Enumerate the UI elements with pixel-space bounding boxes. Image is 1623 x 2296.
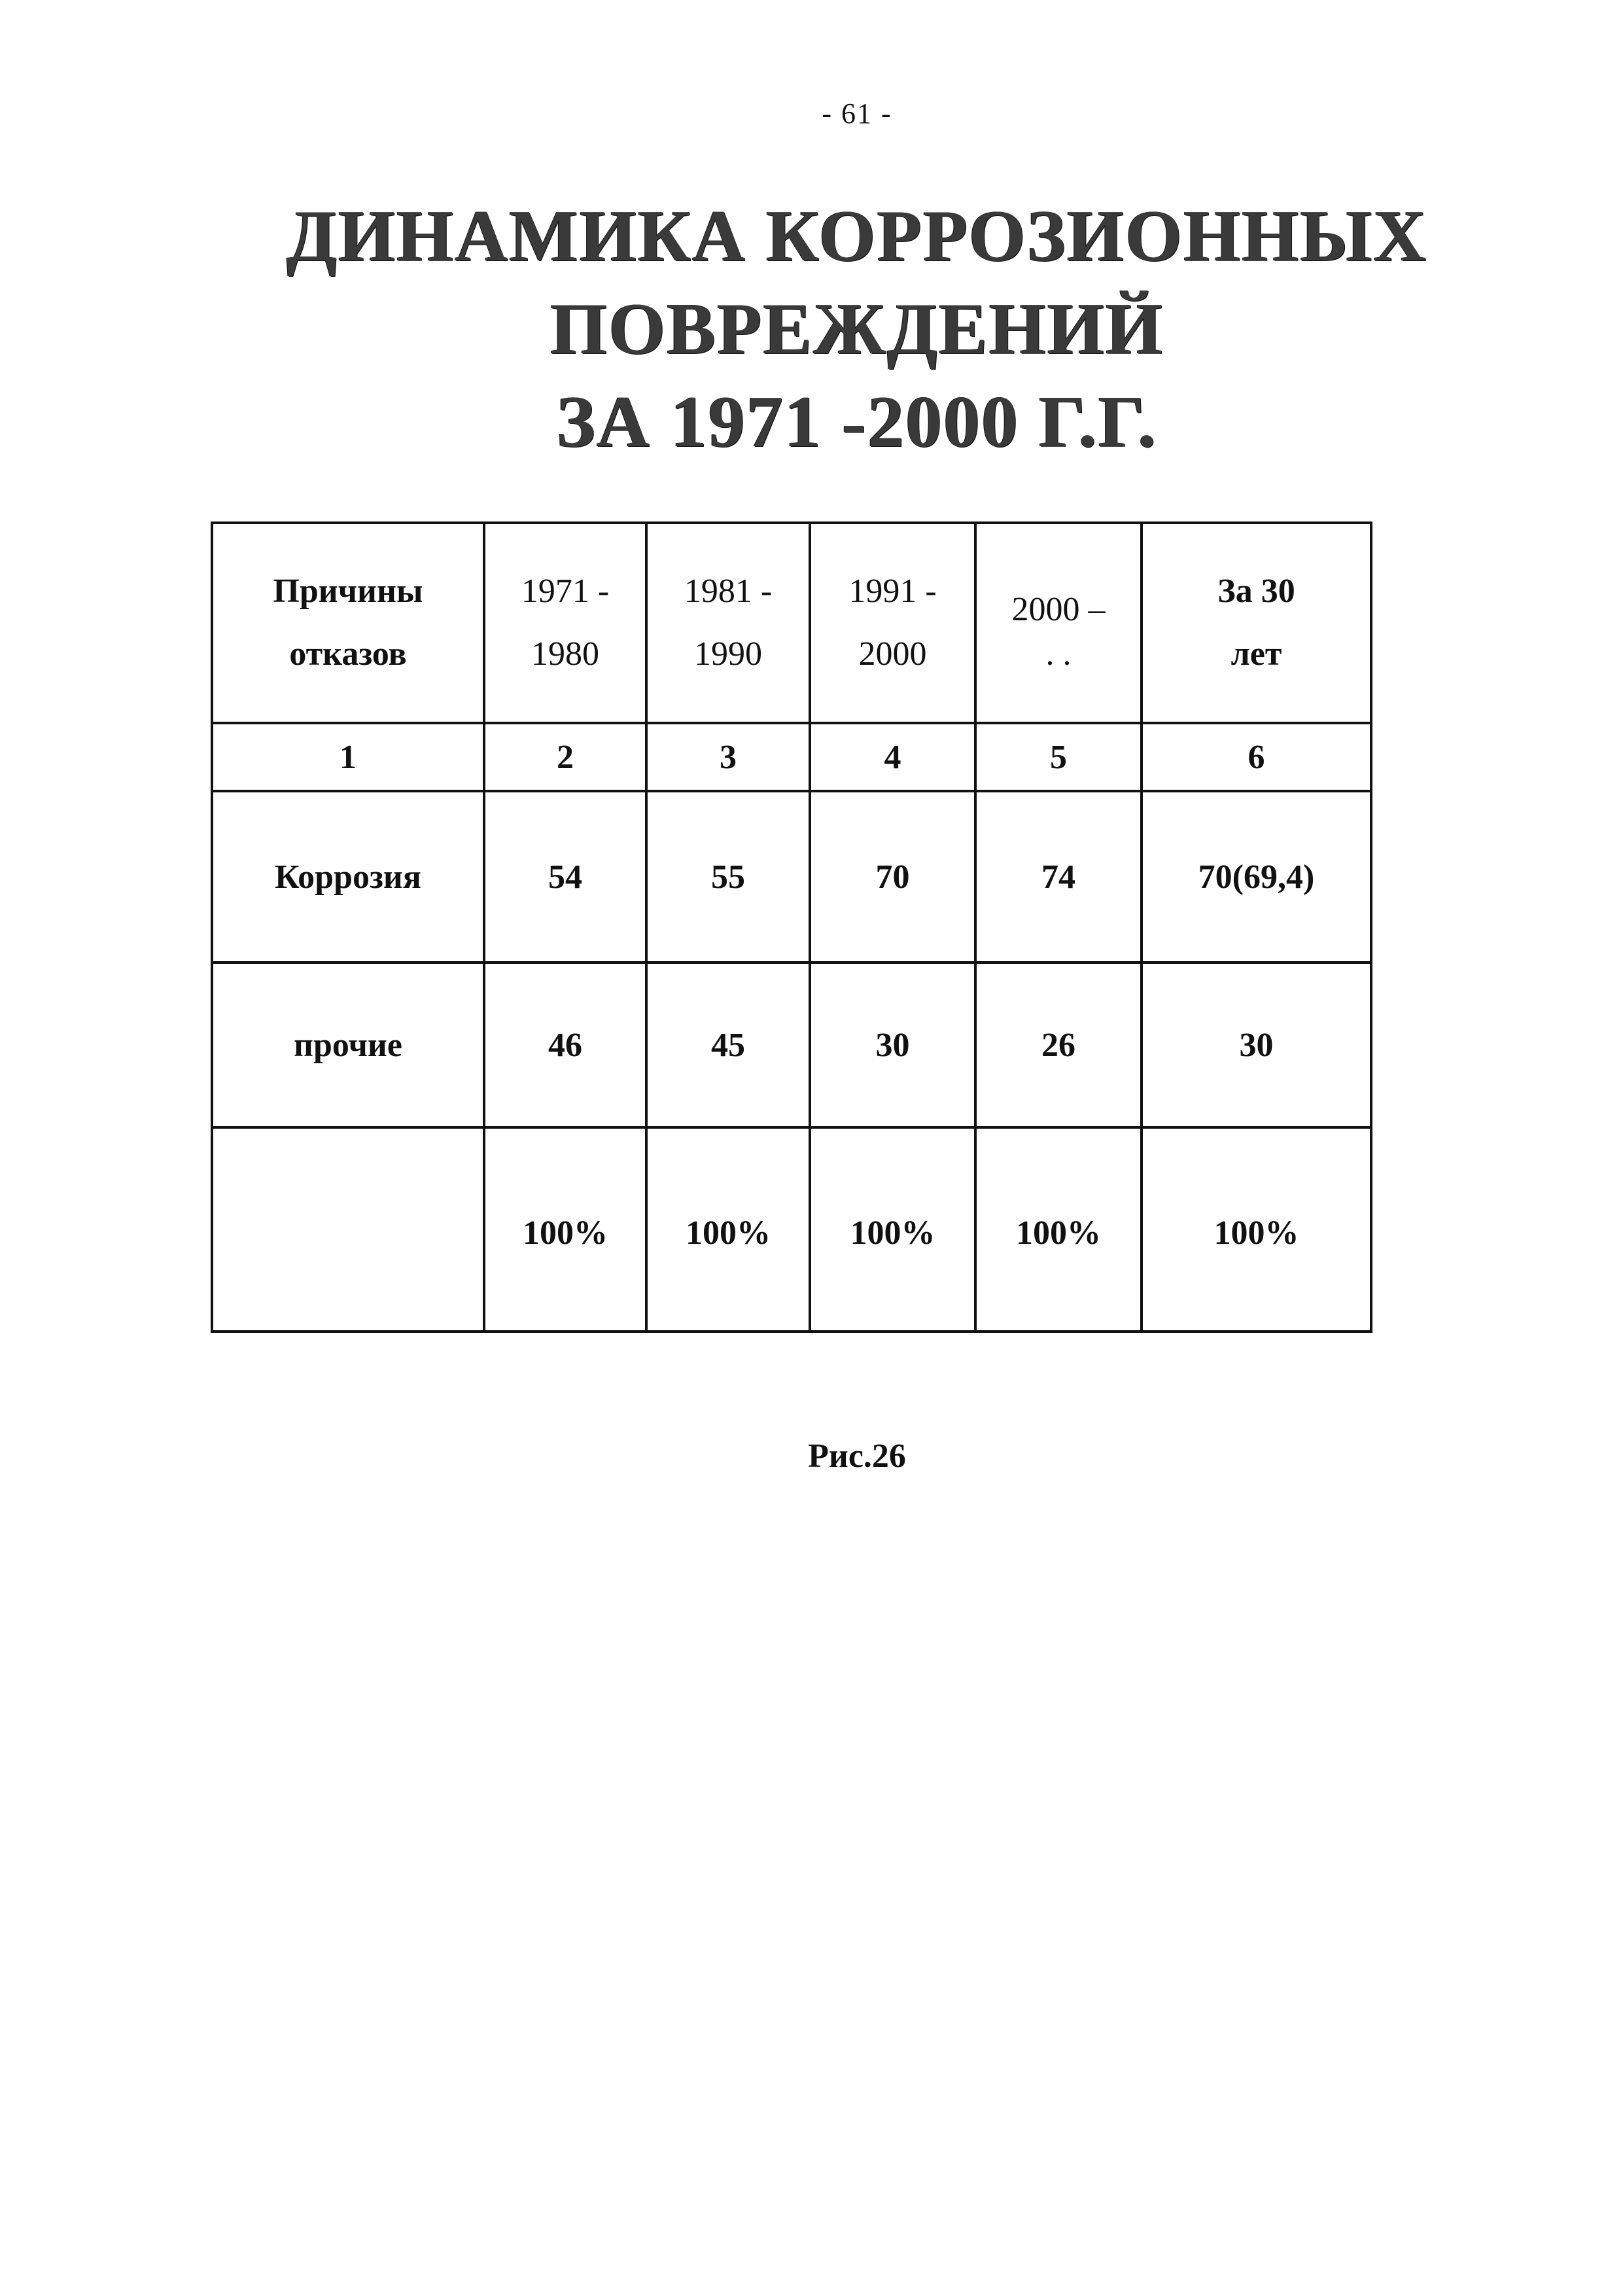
table-cell: 26	[975, 963, 1142, 1127]
header-line: отказов	[289, 635, 407, 673]
row-label: Коррозия	[212, 791, 484, 963]
title-line-1: ДИНАМИКА КОРРОЗИОННЫХ	[286, 196, 1428, 277]
header-line: . .	[1045, 635, 1072, 673]
header-cell-1981-1990	[646, 523, 810, 723]
title-line-3: ЗА 1971 -2000 Г.Г.	[556, 381, 1158, 463]
table-cell: 46	[484, 963, 646, 1127]
header-cell-causes	[212, 523, 484, 723]
page-number: - 61 -	[822, 97, 892, 130]
table-cell: 30	[1142, 963, 1371, 1127]
header-line: 1980	[531, 635, 599, 673]
table-cell: 100%	[1142, 1127, 1371, 1332]
header-cell-1991-2000	[810, 523, 975, 723]
title-line-2: ПОВРЕЖДЕНИЙ	[550, 289, 1164, 370]
table-cell: 54	[484, 791, 646, 963]
table-cell: 45	[646, 963, 810, 1127]
table-index-row	[212, 723, 1371, 791]
table-cell: 55	[646, 791, 810, 963]
corrosion-table	[211, 521, 1372, 1333]
header-line: лет	[1230, 635, 1282, 673]
page-title	[0, 190, 1623, 468]
table-cell: 30	[810, 963, 975, 1127]
index-cell: 1	[212, 723, 484, 791]
row-label: прочие	[212, 963, 484, 1127]
table-cell: 100%	[484, 1127, 646, 1332]
header-line: 1991 -	[848, 573, 937, 610]
header-cell-30-years	[1142, 523, 1371, 723]
table-row-other	[212, 963, 1371, 1127]
header-line: Причины	[273, 573, 423, 610]
figure-caption: Рис.26	[808, 1438, 906, 1475]
table-cell: 70	[810, 791, 975, 963]
header-line: За 30	[1217, 573, 1295, 610]
table-cell: 100%	[975, 1127, 1142, 1332]
table-cell: 100%	[646, 1127, 810, 1332]
index-cell: 2	[484, 723, 646, 791]
index-cell: 4	[810, 723, 975, 791]
header-line: 1990	[694, 635, 762, 673]
table-row-corrosion	[212, 791, 1371, 963]
header-cell-2000	[975, 523, 1142, 723]
header-line: 2000	[858, 635, 927, 673]
table-cell: 100%	[810, 1127, 975, 1332]
header-line: 2000 –	[1011, 591, 1106, 628]
header-line: 1971 -	[521, 573, 610, 610]
table-cell: 70(69,4)	[1142, 791, 1371, 963]
table-row-total	[212, 1127, 1371, 1332]
header-line: 1981 -	[684, 573, 773, 610]
table-cell: 74	[975, 791, 1142, 963]
table-header-row	[212, 523, 1371, 723]
index-cell: 5	[975, 723, 1142, 791]
row-label	[212, 1127, 484, 1332]
index-cell: 3	[646, 723, 810, 791]
header-cell-1971-1980	[484, 523, 646, 723]
index-cell: 6	[1142, 723, 1371, 791]
